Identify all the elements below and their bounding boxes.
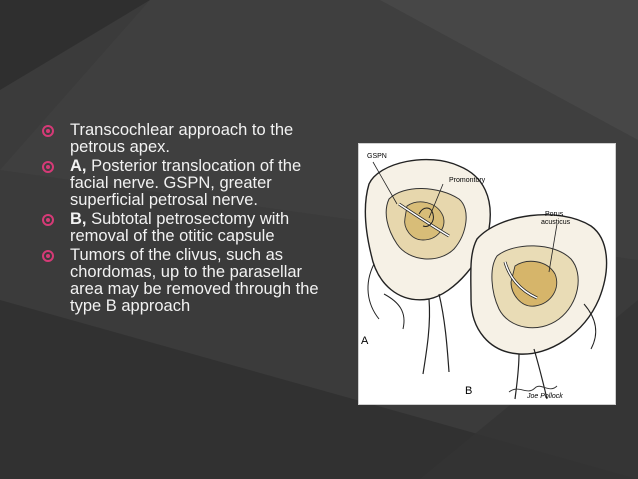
bullet-lead: A, [70,157,87,175]
bullet-text-body: Tumors of the clivus, such as chordomas, up to the parasellar area may be removed through the type B approach [70,246,319,315]
illustrator-signature: Joe Pollock [527,393,563,400]
bullet-list [40,122,320,317]
bullet-item [40,211,320,245]
bullet-marker-icon [42,161,54,173]
bullet-marker-icon [42,214,54,226]
bullet-marker-icon [42,125,54,137]
bullet-lead: B, [70,210,87,228]
bullet-text [70,247,320,315]
panel-a-label: A [361,335,369,347]
bullet-text-body: Posterior translocation of the facial nerve. GSPN, greater superficial petrosal nerve. [70,157,302,209]
anatomical-illustration [358,143,616,405]
gspn-label: GSPN [367,153,387,160]
bullet-text-body: Subtotal petrosectomy with removal of the otitic capsule [70,210,290,245]
panel-b-label: B [465,385,473,397]
bullet-text [70,122,320,156]
bullet-text [70,158,320,209]
promontory-label: Promontory [449,177,486,184]
bullet-marker-icon [42,250,54,262]
bullet-item [40,158,320,209]
bullet-item [40,122,320,156]
bullet-text-body: Transcochlear approach to the petrous apex. [70,121,294,156]
surgical-drawing [359,144,615,404]
bullet-item [40,247,320,315]
acusticus-label: acusticus [541,219,571,226]
bullet-text [70,211,320,245]
porus-label: Porus [545,211,564,218]
